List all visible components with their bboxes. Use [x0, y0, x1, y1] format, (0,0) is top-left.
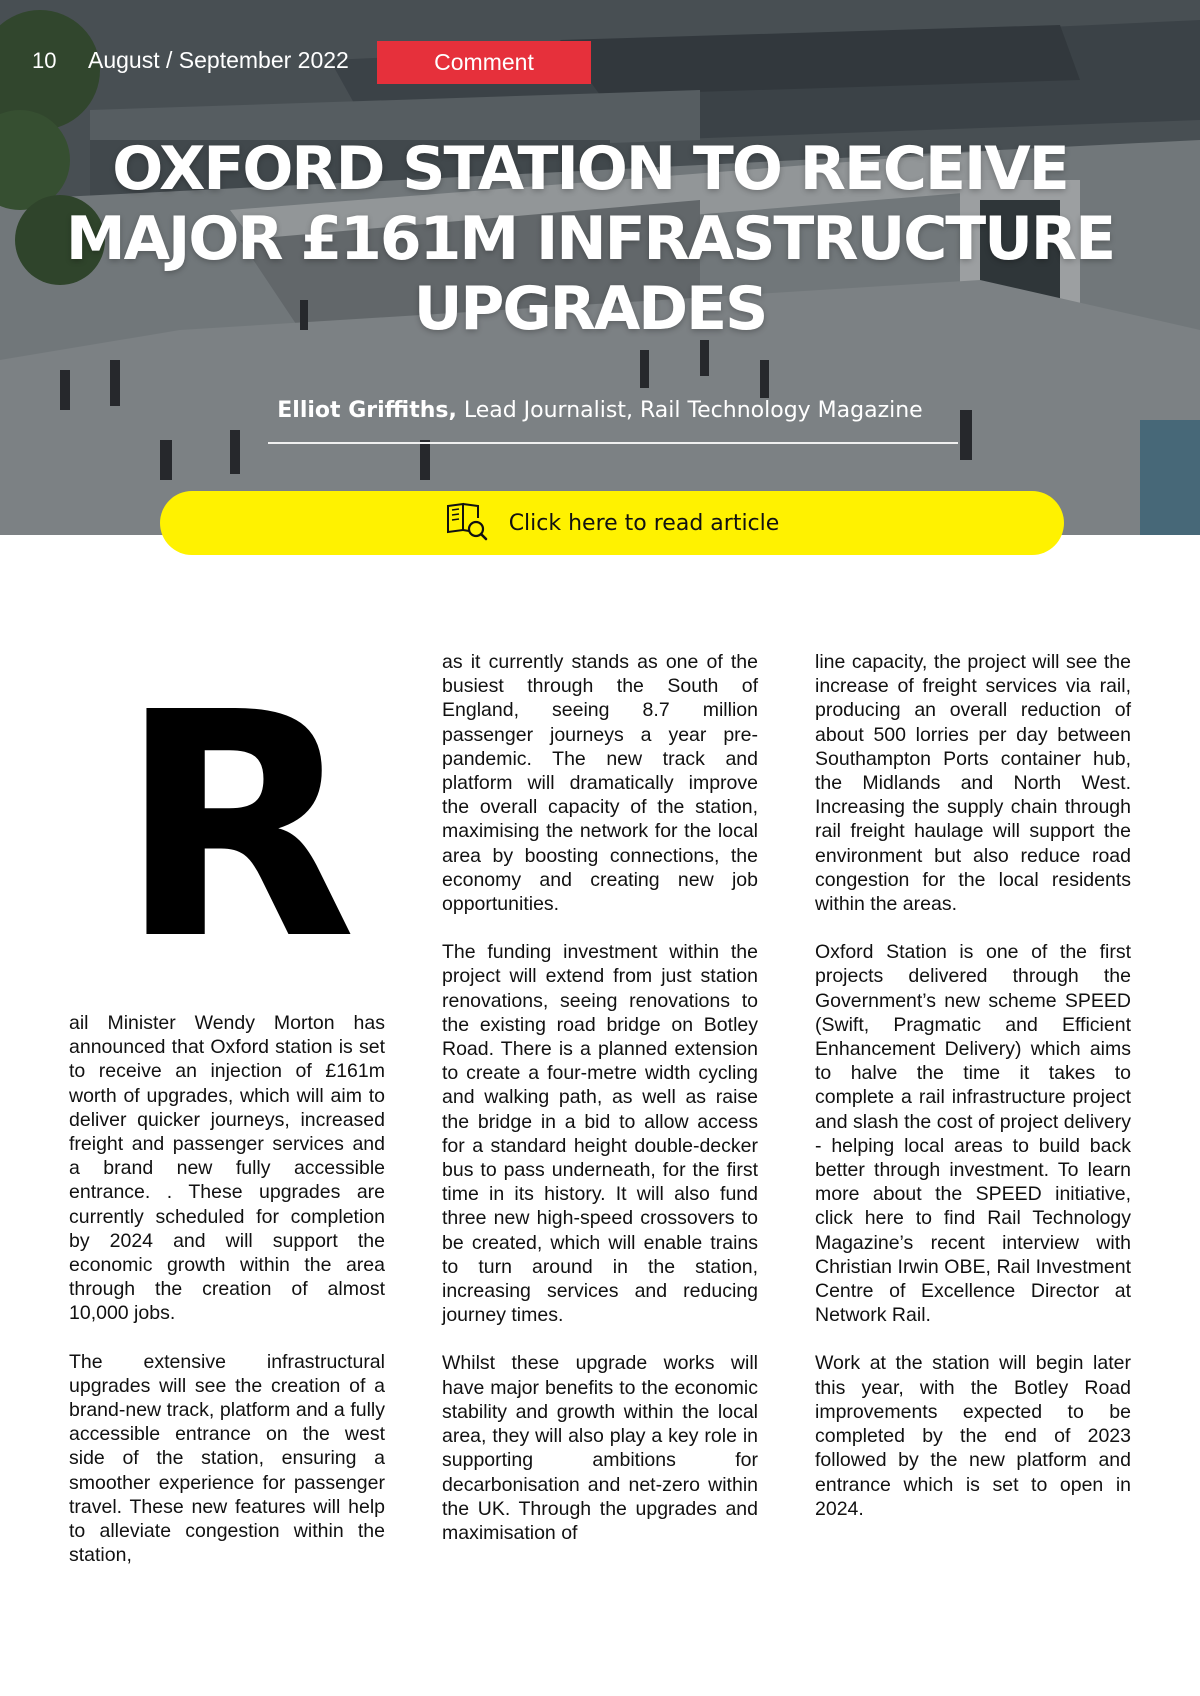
article-column-1 [69, 1011, 385, 1591]
read-article-button[interactable] [160, 491, 1064, 555]
paragraph: line capacity, the project will see the increase of freight services via rail, producing an overall reduction of about 500 lorries per day between Southampton Ports container hub, the Midlands and North West. Increasing the supply chain through rail freight haulage will support the environment but also reduce road congestion for the local residents within the areas. [815, 651, 1131, 916]
section-tag: Comment [377, 41, 591, 84]
paragraph: The funding investment within the project will extend from just station renovations, seeing renovations to the existing road bridge on Botley Road. There is a planned extension to create a four-metre width cycling and walking path, as well as raise the bridge in a bid to allow access for a standard height double-decker bus to pass underneath, for the first time in its history. It will also fund three new high-speed crossovers to be created, which will enable trains to turn around in the station, increasing services and reducing journey times. [442, 941, 758, 1327]
paragraph: ail Minister Wendy Morton has announced that Oxford station is set to receive an injection of £161m worth of upgrades, which will aim to deliver quicker journeys, increased freight and passenger services and a brand new fully accessible entrance. . These upgrades are currently scheduled for completion by 2024 and will support the economic growth within the area through the creation of almost 10,000 jobs. [69, 1012, 385, 1325]
book-search-icon [445, 500, 489, 546]
hero-banner [0, 0, 1200, 535]
drop-cap: R [118, 647, 357, 1008]
read-article-label: Click here to read article [508, 510, 780, 536]
paragraph: Work at the station will begin later this year, with the Botley Road improvements expected to be completed by the end of 2023 followed by the new platform and entrance which is set to open in 2024. [815, 1352, 1131, 1520]
page-number: 10 [32, 48, 57, 73]
paragraph: The extensive infrastructural upgrades will see the creation of a brand-new track, platform and a fully accessible entrance on the west side of the station, ensuring a smoother experience for passenger travel. These new features will help to alleviate congestion within the station, [69, 1350, 385, 1567]
byline-divider [268, 442, 958, 444]
paragraph: Oxford Station is one of the first projects delivered through the Government’s new scheme SPEED (Swift, Pragmatic and Efficient Enhancement Delivery) which aims to halve the time it takes to complete a rail infrastructure project and slash the cost of project delivery - helping local areas to build back better through investment. To learn more about the SPEED initiative, click here to find Rail Technology Magazine’s recent interview with Christian Irwin OBE, Rail Investment Centre of Excellence Director at Network Rail. [815, 941, 1131, 1327]
article-column-3 [815, 650, 1131, 1545]
article-column-2 [442, 650, 758, 1569]
author-name: Elliot Griffiths, [277, 398, 457, 423]
article-headline: OXFORD STATION TO RECEIVE MAJOR £161M INFRASTRUCTURE UPGRADES [65, 134, 1115, 344]
author-role: Lead Journalist, Rail Technology Magazine [456, 398, 923, 423]
byline [230, 398, 970, 423]
paragraph: as it currently stands as one of the busiest through the South of England, seeing 8.7 million passenger journeys a year pre-pandemic. The new track and platform will dramatically improve the overall capacity of the station, maximising the network for the local area by boosting connections, the economy and creating new job opportunities. [442, 651, 758, 916]
issue-date: August / September 2022 [88, 47, 349, 73]
paragraph: Whilst these upgrade works will have major benefits to the economic stability and growth within the local area, they will also play a key role in supporting ambitions for decarbonisation and net-zero within the UK. Through the upgrades and maximisation of [442, 1352, 758, 1544]
